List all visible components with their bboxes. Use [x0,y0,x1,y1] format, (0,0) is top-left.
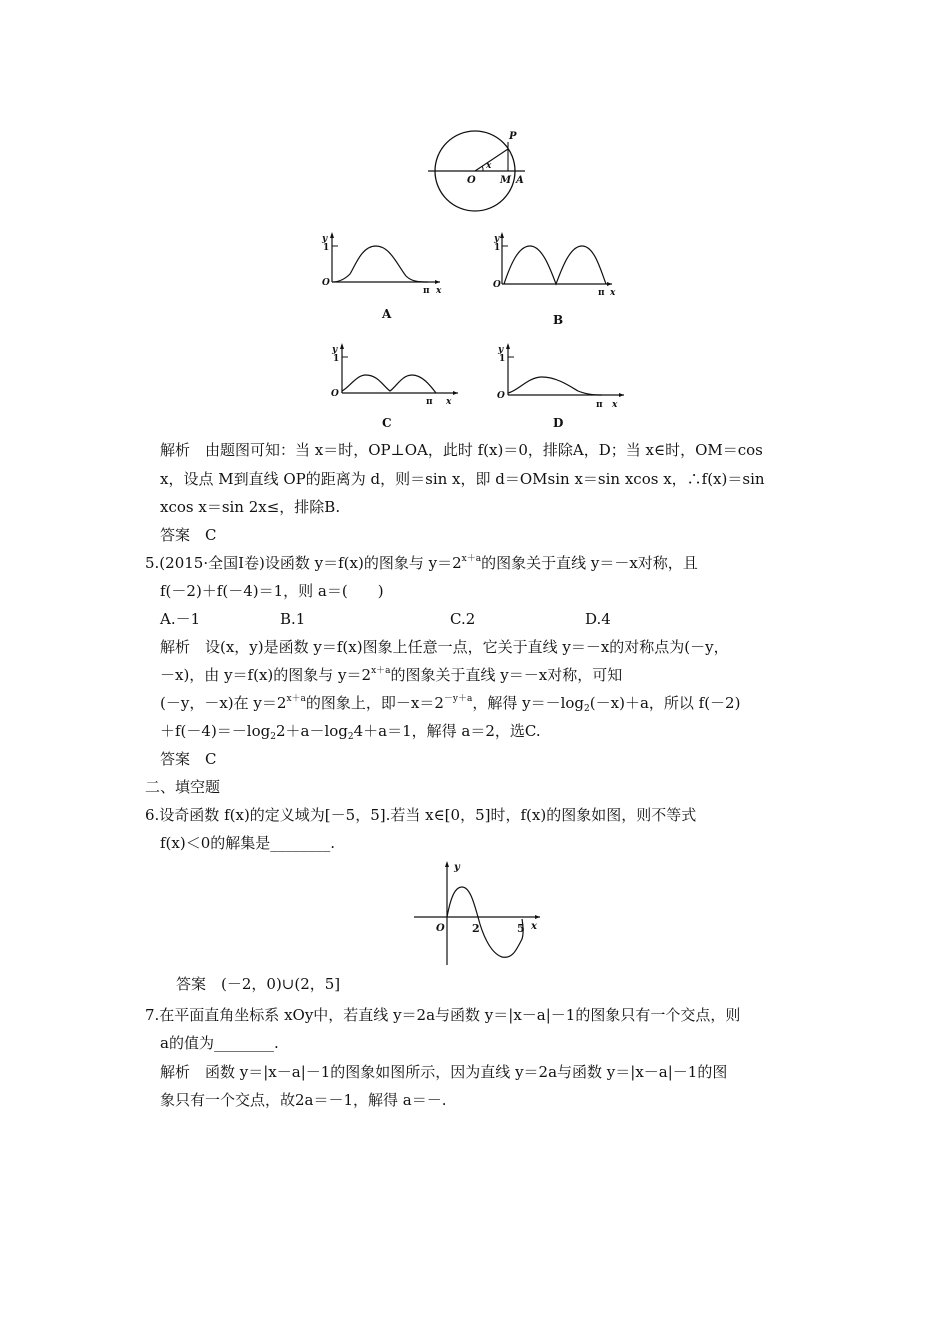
q5-solution-line-1: 解析 设(x，y)是函数 y＝f(x)图象上任意一点，它关于直线 y＝－x的对称点为(－y， [160,638,729,656]
q7-stem-line-1: 7.在平面直角坐标系 xOy中，若直线 y＝2a与函数 y＝|x－a|－1的图象只有一个交点，则 [145,1006,741,1024]
label-P: P [509,131,517,142]
label-x: x [436,286,442,296]
label-x: x [610,288,616,298]
label-x-angle: x [486,161,492,171]
x-arrow [453,391,458,395]
q5-solution-line-3: (－y，－x)在 $y=2^{x+a}$的图象上，即$-x=2^{-y+a}$，解得 $y=-\log_2(-x)+a$，所以 f(－2) [160,694,741,714]
label-O: O [497,391,505,401]
q4-solution-line-2: x，设点 M到直线 OP的距离为 d，则＝sin x，即 d＝OMsin x＝sin xcos x，∴f(x)＝sin [160,470,765,488]
label-pi: π [598,288,605,298]
q5-option-b: B.1 [280,610,306,628]
label-A: A [516,175,524,186]
y-arrow [445,861,449,867]
q4-answer: 答案 C [160,526,217,544]
label-pi: π [596,400,603,410]
label-y: y [322,234,328,244]
graph-A [318,230,448,300]
graph-D [492,341,632,409]
y-arrow [506,343,510,349]
curve [447,887,523,957]
label-M: M [500,175,512,186]
q5-option-a: A.－1 [160,610,201,628]
label-1: 1 [333,354,340,364]
q6-answer: 答案 (－2，0)∪(2，5] [176,975,341,993]
q7-stem-line-2: a的值为________. [160,1034,279,1052]
curve [332,246,428,282]
graph-D-caption: D [553,416,564,430]
y-arrow [340,343,344,349]
label-1: 1 [494,243,501,253]
label-x: x [446,397,452,407]
x-arrow [435,280,440,284]
curve [504,246,606,284]
label-1: 1 [323,243,330,253]
label-y: y [494,234,500,244]
curve [342,375,436,393]
label-O: O [493,280,501,290]
y-arrow [330,232,334,238]
label-O: O [331,389,339,399]
x-arrow [535,915,540,919]
graph-A-caption: A [382,307,392,321]
graph-B [488,230,618,300]
section-heading: 二、填空题 [145,778,221,796]
q4-solution-line-3: xcos x＝sin 2x≤，排除B. [160,498,341,516]
q6-graph [412,857,547,972]
label-O: O [436,923,445,934]
graph-B-caption: B [553,313,564,327]
label-O: O [322,278,330,288]
graph-C [326,341,466,409]
label-y: y [498,345,504,355]
curve [508,377,602,395]
label-x: x [612,400,618,410]
op-segment [475,149,508,171]
q7-solution-line-1: 解析 函数 y＝|x－a|－1的图象如图所示，因为直线 y＝2a与函数 y＝|x－a|－1的图 [160,1063,728,1081]
q5-answer: 答案 C [160,750,217,768]
q7-solution-line-2: 象只有一个交点，故2a＝－1，解得 a＝－. [160,1091,447,1109]
q4-solution-line-1: 解析 由题图可知：当 x＝时，OP⊥OA，此时 f(x)＝0，排除A，D；当 x∈时，OM＝cos [160,441,763,459]
label-pi: π [423,286,430,296]
q6-stem-line-1: 6.设奇函数 f(x)的定义域为[－5，5].若当 x∈[0，5]时，f(x)的图象如图，则不等式 [145,806,697,824]
label-5: 5 [517,922,525,935]
x-arrow [607,282,612,286]
label-2: 2 [472,922,480,935]
q6-stem-line-2: f(x)＜0的解集是________. [160,834,336,852]
label-1: 1 [499,354,506,364]
q5-solution-line-2: －x)，由 y＝f(x)的图象与 $y=2^{x+a}$的图象关于直线 y＝－x对称，可知 [160,666,623,684]
label-x: x [531,921,537,932]
label-pi: π [426,397,433,407]
q5-stem-line-2: f(－2)＋f(－4)＝1，则 a＝( ) [160,582,384,600]
x-arrow [619,393,624,397]
unit-circle-figure [420,125,540,220]
angle-arc [482,166,483,171]
label-O: O [467,175,476,186]
q5-option-d: D.4 [585,610,611,628]
label-y: y [332,345,338,355]
q5-option-c: C.2 [450,610,476,628]
graph-C-caption: C [382,416,392,430]
y-arrow [500,232,504,238]
q5-stem-line-1: 5.(2015·全国Ⅰ卷)设函数 y＝f(x)的图象与 $y=2^{x+a}$的图象关于直线 y＝－x对称，且 [145,554,698,572]
label-y: y [454,862,460,873]
q5-solution-line-4: $+f(-4)=-\log_22+a-\log_24+a=1$，解得 a＝2，选C. [160,722,541,742]
